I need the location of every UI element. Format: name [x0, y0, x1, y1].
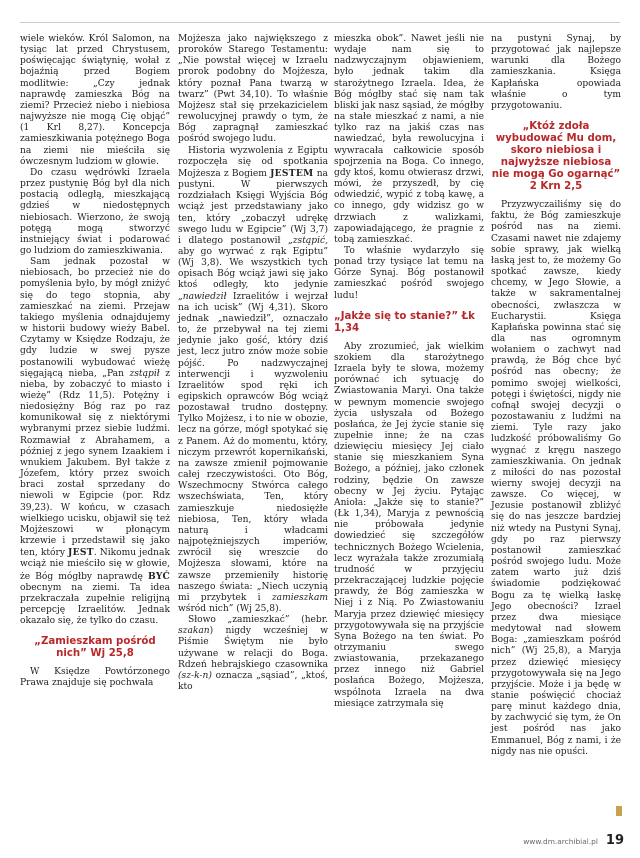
emphasis: BYĆ — [148, 570, 170, 582]
paragraph: mieszka obok”. Nawet jeśli nie wydaje nam się to nadzwyczajnym objawieniem, było jednak takim dla starożytnego Izraela. Idea, że Bóg mógłby stać się nam tak bliski jak nasz sąsiad, że mógłby na stałe mieszkać z nami, a nie tylko raz na jakiś czas nas nawiedzać, była rewolucyjna i wywracała całkowicie sposób spojrzenia na Boga. Co innego, gdy ktoś, komu otwierasz drzwi, mówi, że przyszedł, by cię odwiedzić, wypić z tobą kawę, a co innego, gdy widzisz go w drzwiach z walizkami, zapowiadającego, że pragnie z tobą zamieszkać. — [334, 34, 484, 245]
text: oznacza „sąsiad”, „ktoś, kto — [178, 670, 328, 693]
column-3 — [334, 34, 484, 710]
emphasis: JESTEM — [270, 167, 314, 179]
paragraph: W Księdze Powtórzonego Prawa znajduje się pochwała — [20, 667, 170, 689]
column-2 — [178, 34, 328, 693]
text: ) nigdy wcześniej w Piśmie Świętym nie było używane w relacji do Boga. Rdzeń hebrajskiego czasownika — [178, 626, 328, 670]
emphasis: JEST — [68, 547, 94, 559]
paragraph: To właśnie wydarzyło się ponad trzy tysiące lat temu na Górze Synaj. Bóg postanowił zamieszkać pośród swojego ludu! — [334, 245, 484, 301]
page-footer — [523, 833, 624, 848]
column-4 — [491, 34, 621, 758]
text: Izraelitów i wejrzał na ich ucisk” (Wj 4,31). Skoro jednak „nawiedził”, oznaczało to, że przebywał na tej ziemi jedynie jako gość, który dziś jest, lecz jutro znów może sobie pójść. Po nadzwyczajnej interwencji i wyzwoleniu Izraelitów spod ręki ich egipskich oprawców Bóg wciąż pozostawał trudno dostępny. Tylko Mojżesz, i to nie w obozie, lecz na górze, mógł spotykać się z Panem. Aż do momentu, który, niczym przewrót kopernikański, na zawsze zmienił pojmowanie całej rzeczywistości. Oto Bóg, Wszechmocny Stwórca całego wszechświata, Ten, który zamieszkuje niedosiężłe niebiosa, Ten, który włada naturą i władcami najpotężniejszych imperiów, zwrócił się wreszcie do Mojżesza słowami, które na zawsze przemieniły historię naszego świata: „Niech uczynią mi przybytek i — [178, 291, 328, 603]
text: obecnym na ziemi. Ta idea przekraczała zupełnie religijną percepcję Izraelitów. Jednak okazało się, że tylko do czasu. — [20, 582, 170, 627]
emphasis: „nawiedził — [178, 291, 227, 302]
emphasis: zstąpił — [129, 368, 160, 379]
top-rule — [20, 22, 620, 23]
emphasis: „zstąpić, — [288, 235, 328, 246]
text: aby go wyrwać z rąk Egiptu” (Wj 3,8). We wszystkich tych opisach Bóg wciąż jawi się jako ktoś odległy, kto jedynie — [178, 246, 328, 291]
page-number: 19 — [605, 833, 624, 848]
corner-accent — [616, 806, 622, 816]
text: Sam jednak pozostał w niebiosach, bo przecież nie do pomyślenia było, by mógł zniżyć się do tego stopnia, aby zamieszkać na ziemi. Przejaw takiego myślenia odnajdujemy w historii budowy wieży Babel. Czytamy w Księdze Rodzaju, że gdy ludzie w swej pysze postanowili wybudować wieżę sięgającą nieba, „Pan — [20, 257, 170, 379]
paragraph — [178, 146, 328, 616]
text: . Nikomu jednak wciąż nie mieściło się w głowie, że Bóg mógłby naprawdę — [20, 548, 170, 582]
emphasis: (sz-k-n) — [178, 670, 212, 681]
section-heading: „Któż zdoła wybudować Mu dom, skoro niebiosa i najwyższe niebiosa nie mogą Go ogarnąć” 2 Krn 2,5 — [491, 121, 621, 193]
paragraph: wiele wieków. Król Salomon, na tysiąc lat przed Chrystusem, poświęcając świątynię, wołał z bojaźnią przed Bogiem modlitwie: „Czy jednak naprawdę zamieszka Bóg na ziemi? Przecież niebo i niebiosa najwyższe nie mogą Cię objąć” (1 Krl 8,27). Koncepcja zamieszkiwania potężnego Boga na ziemi nie mieściła się ówczesnym ludziom w głowie. — [20, 34, 170, 167]
paragraph: Do czasu wędrówki Izraela przez pustynię Bóg był dla nich postacią odległą, mieszkającą gdzieś w niedostępnych niebiosach. Wierzono, że swoją potęgą mogą stworzyć instniejący świat i podarować go ludziom do zamieszkiwania. — [20, 167, 170, 256]
paragraph: na pustyni Synaj, by przygotować jak najlepsze warunki dla Bożego zamieszkania. Księga Kapłańska opowiada właśnie o tym przygotowaniu. — [491, 34, 621, 111]
paragraph: Mojżesza jako największego z proroków Starego Testamentu: „Nie powstał więcej w Izraelu prorok podobny do Mojżesza, który poznał Pana twarzą w twarz” (Pwt 34,10). To właśnie Mojżesz stał się przekazicielem rewolucyjnej prawdy o tym, że Bóg zapragnął zamieszkać pośród swojego ludu. — [178, 34, 328, 145]
paragraph: Przyzwyczailiśmy się do faktu, że Bóg zamieszkuje pośród nas na ziemi. Czasami nawet nie zdajemy sobie sprawy, jak wielką łaską jest to, że możemy Go spotkać zawsze, kiedy chcemy, w Jego Słowie, a także w sakramentalnej obecności, zwłaszcza w Eucharystii. Księga Kapłańska powinna stać się dla nas ogromnym wołaniem o zachwyt nad prawdą, że Bóg chce być pośród nas obecny; że pomimo swojej wielkości, potęgi i świętości, nigdy nie cofnął swojej decyzji o pozostawaniu z ludźmi na ziemi. Tyle razy jako ludzkość próbowaliśmy Go wygnać z kręgu naszego zamieszkiwania. On jednak z miłości do nas pozostał wierny swojej decyzji na zawsze. Co więcej, w Jezusie postanowił zbliżyć się do nas jeszcze bardziej niż wtedy na Pustyni Synaj, gdy po raz pierwszy postanowił zamieszkać pośród swojego ludu. Może zatem warto już dziś świadomie podziękować Bogu za tę wielką łaskę Jego obecności? Izrael przez dwa miesiące medytował nad słowem Boga: „zamieszkam pośród nich” (Wj 25,8), a Maryja przez dziewięć miesięcy przygotowywała się na Jego przyjście. Może i ja będę w stanie poświęcić chociaż parę minut każdego dnia, by zachwycić się tym, że On jest pośród nas jako Emmanuel, Bóg z nami, i że nigdy nas nie opuści. — [491, 200, 621, 757]
paragraph — [20, 257, 170, 627]
paragraph — [178, 615, 328, 693]
footer-url[interactable]: www.dm.archibial.pl — [523, 837, 598, 846]
text: wśród nich” (Wj 25,8). — [178, 603, 282, 614]
section-heading: „Jakże się to stanie?” Łk 1,34 — [334, 310, 475, 334]
paragraph: Aby zrozumieć, jak wielkim szokiem dla starożytnego Izraela były te słowa, możemy porównać ich sytuację do Zwiastowania Maryi. Ona także w pewnym momencie swojego życia usłyszała od Bożego posłańca, że Jej życie stanie się zupełnie inne; że na czas dziewięciu miesięcy Jej ciało stanie się mieszkaniem Syna Bożego, a później, jako członek rodziny, będzie On zawsze obecny w Jej życiu. Pytając Anioła: „Jakże się to stanie?” (Łk 1,34), Maryja z pewnością nie próbowała jedynie dowiedzieć się szczegółów technicznych Bożego Wcielenia, lecz wyrażała także zrozumiałą trudność w przyjęciu przekraczającej ludzkie pojęcie prawdy, że Bóg zamieszka w Niej i z Nią. Po Zwiastowaniu Maryja przez dziewięć miesięcy przygotowywała się na przyjście Syna Bożego na ten świat. Po otrzymaniu swego zwiastowania, przekazanego przez innego niż Gabriel posłańca Bożego, Mojżesza, wspólnota Izraela na dwa miesiące zatrzymała się — [334, 341, 484, 709]
text: na pustyni. W pierwszych rozdziałach Księgi Wyjścia Bóg wciąż jest przedstawiany jako ten, który „zobaczył udrękę swego ludu w Egipcie” (Wj 3,7) i dlatego postanowił — [178, 168, 328, 246]
column-1 — [20, 34, 170, 690]
emphasis: szakan — [178, 626, 210, 637]
text: Historia wyzwolenia z Egiptu rozpoczęła się od spotkania Mojżesza z Bogiem — [178, 145, 328, 179]
emphasis: zamieszkam — [271, 592, 328, 603]
text: Słowo „zamieszkać” (hebr. — [188, 615, 328, 626]
section-heading: „Zamieszkam pośród nich” Wj 25,8 — [34, 636, 156, 660]
text: z nieba, by zobaczyć to miasto i wieżę” (Rdz 11,5). Potężny i niedosiężny Bóg raz po raz komunikował się z niektórymi wybranymi przez siebie ludźmi. Rozmawiał z Abrahamem, a później z jego synem Izaakiem i wnukiem Jakubem. Był także z Józefem, który przez swoich braci został sprzedany do niewoli w Egipcie (por. Rdz 39,23). W końcu, w czasach wielkiego ucisku, objawił się też Mojżeszowi w płonącym krzewie i przedstawił się jako ten, który — [20, 368, 170, 559]
